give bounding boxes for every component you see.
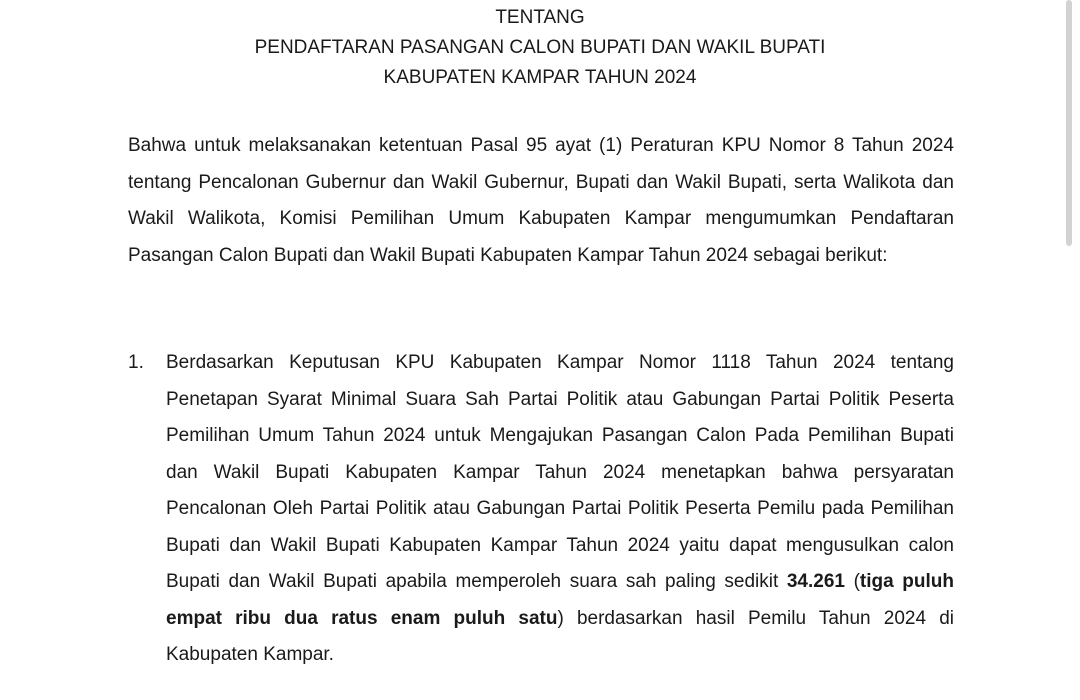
intro-paragraph: Bahwa untuk melaksanakan ketentuan Pasal 95 ayat (1) Peraturan KPU Nomor 8 Tahun 2024 tentang Pencalonan Gubernur dan Wakil Gubernur, Bupati dan Wakil Bupati, serta Walikota dan Wakil Walikota, Komisi Pemilihan Umum Kabupaten Kampar mengumumkan Pendaftaran Pasangan Calon Bupati dan Wakil Bupati Kabupaten Kampar Tahun 2024 sebagai berikut: [128, 135, 954, 266]
paren-open: ( [844, 571, 860, 592]
list-item [128, 345, 954, 674]
heading-line-tentang: TENTANG [495, 7, 585, 28]
heading-line-subtitle: KABUPATEN KAMPAR TAHUN 2024 [383, 67, 697, 88]
heading-line-title: PENDAFTARAN PASANGAN CALON BUPATI DAN WAKIL BUPATI [254, 37, 826, 58]
vote-count-number: 34.261 [786, 571, 845, 592]
vote-count-words: tiga puluh empat ribu dua ratus enam puluh satu [166, 571, 954, 629]
list-item-text-before: Berdasarkan Keputusan KPU Kabupaten Kampar Nomor 1118 Tahun 2024 tentang Penetapan Syarat Minimal Suara Sah Partai Politik atau Gabungan Partai Politik Peserta Pemilihan Umum Tahun 2024 untuk Mengajukan Pasangan Calon Pada Pemilihan Bupati dan Wakil Bupati Kabupaten Kampar Tahun 2024 menetapkan bahwa persyaratan Pencalonan Oleh Partai Politik atau Gabungan Partai Politik Peserta Pemilu pada Pemilihan Bupati dan Wakil Bupati Kabupaten Kampar Tahun 2024 yaitu dapat mengusulkan calon Bupati dan Wakil Bupati apabila memperoleh suara sah paling sedikit [166, 352, 954, 592]
numbered-list [128, 345, 954, 674]
list-item-number: 1. [128, 352, 144, 373]
list-item-text [166, 352, 954, 665]
document-heading [0, 3, 1080, 93]
list-item-text-after: ) berdasarkan hasil Pemilu Tahun 2024 di Kabupaten Kampar. [166, 607, 954, 665]
scrollbar-track[interactable] [1062, 0, 1080, 700]
scrollbar-thumb[interactable] [1066, 0, 1072, 246]
